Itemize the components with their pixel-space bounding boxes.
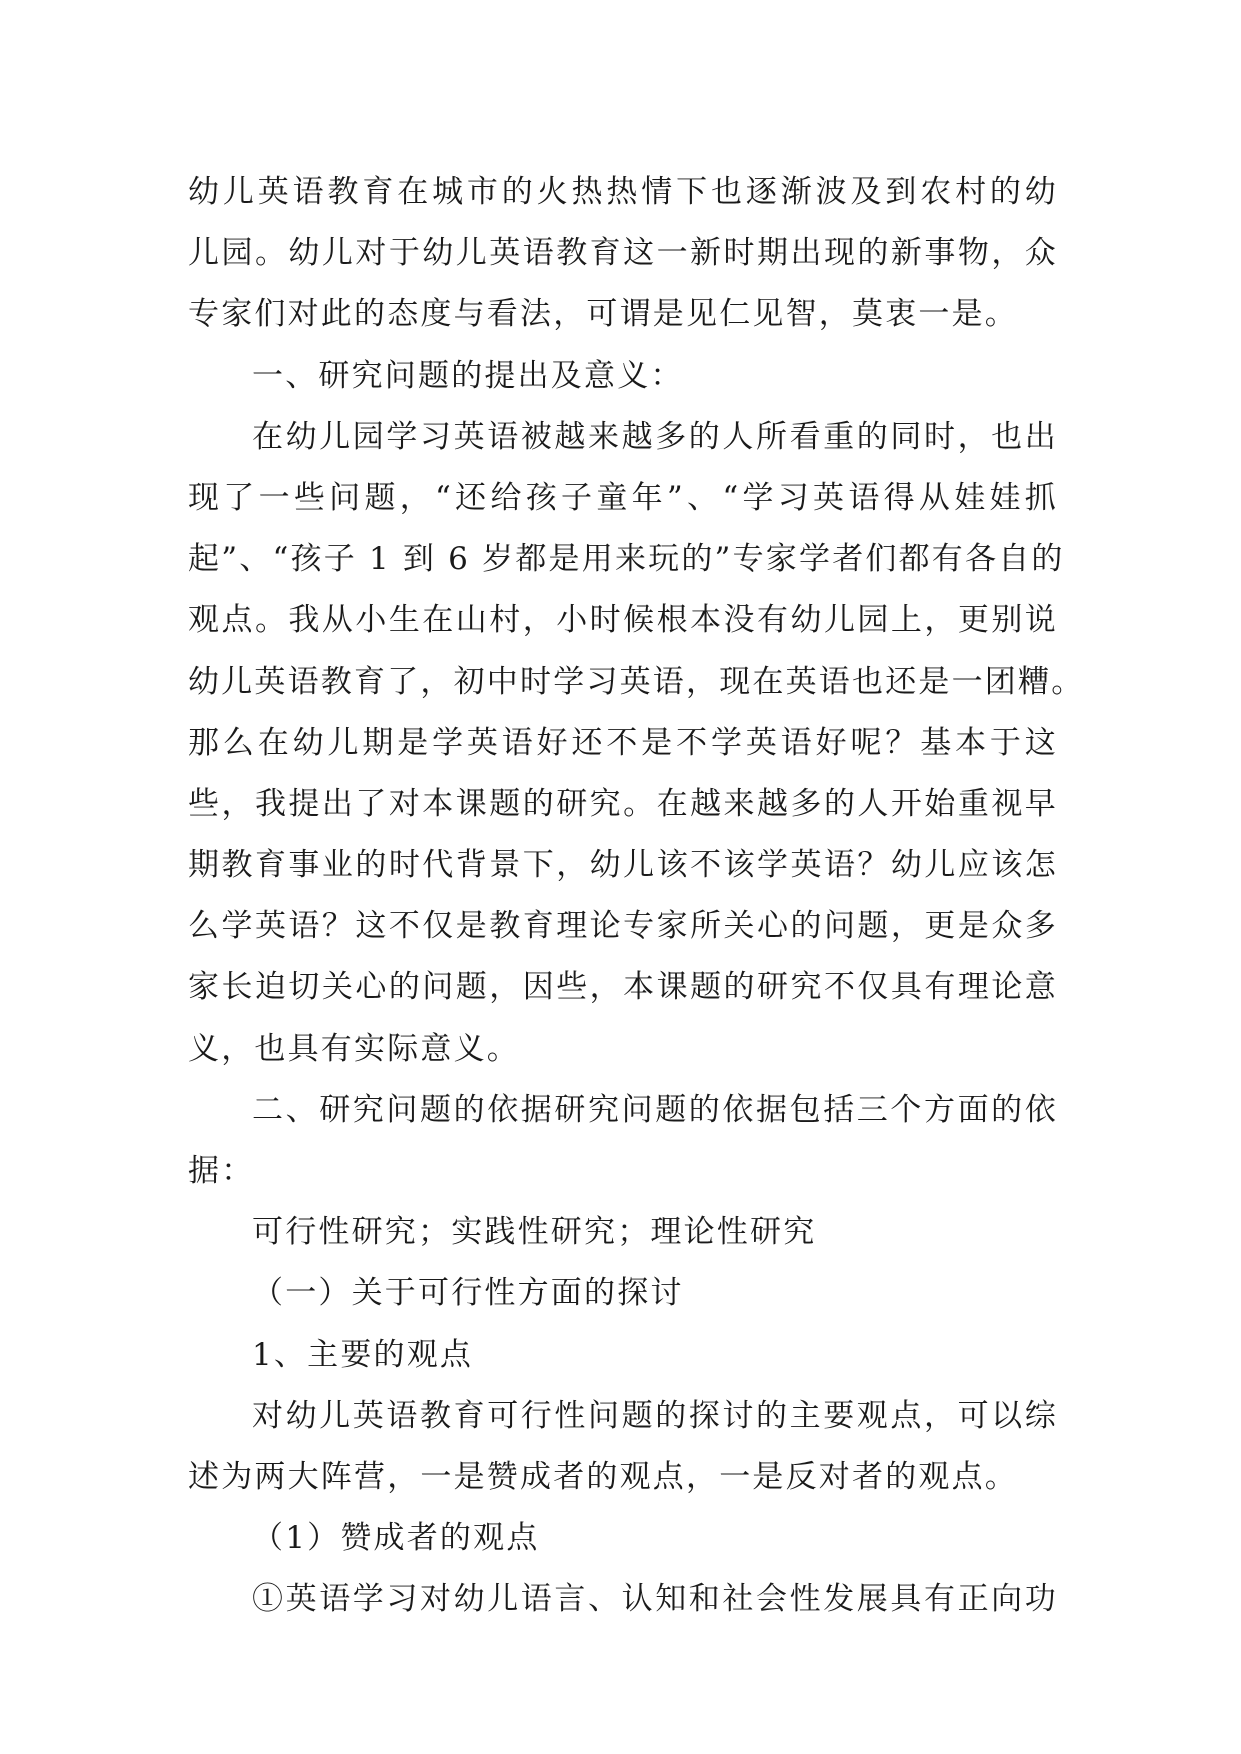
text-line: 么学英语？这不仅是教育理论专家所关心的问题，更是众多 bbox=[188, 908, 1058, 945]
section-heading: 一、研究问题的提出及意义： bbox=[252, 357, 684, 394]
body-text bbox=[188, 162, 1085, 1631]
section-heading: 二、研究问题的依据研究问题的依据包括三个方面的依 bbox=[252, 1091, 1058, 1128]
text-line: 那么在幼儿期是学英语好还不是不学英语好呢？基本于这 bbox=[188, 724, 1058, 761]
subsection-heading: （1）赞成者的观点 bbox=[252, 1520, 540, 1557]
text-line: 些，我提出了对本课题的研究。在越来越多的人开始重视早 bbox=[188, 785, 1058, 822]
text-line: 据： bbox=[188, 1153, 255, 1189]
text-line: ①英语学习对幼儿语言、认知和社会性发展具有正向功 bbox=[252, 1581, 1058, 1618]
text-line: 述为两大阵营，一是赞成者的观点，一是反对者的观点。 bbox=[188, 1458, 1018, 1495]
text-line: 专家们对此的态度与看法，可谓是见仁见智，莫衷一是。 bbox=[188, 296, 1018, 333]
text-line: 幼儿英语教育在城市的火热热情下也逐渐波及到农村的幼 bbox=[188, 174, 1058, 210]
text-line: 可行性研究；实践性研究；理论性研究 bbox=[252, 1214, 817, 1251]
text-line: 儿园。幼儿对于幼儿英语教育这一新时期出现的新事物，众 bbox=[188, 235, 1058, 272]
text-line: 期教育事业的时代背景下，幼儿该不该学英语？幼儿应该怎 bbox=[188, 847, 1058, 884]
text-line: 起”、“孩子 1 到 6 岁都是用来玩的”专家学者们都有各自的 bbox=[188, 541, 1065, 578]
subsection-heading: （一）关于可行性方面的探讨 bbox=[252, 1275, 684, 1312]
text-line: 对幼儿英语教育可行性问题的探讨的主要观点，可以综 bbox=[252, 1397, 1058, 1434]
text-line: 义，也具有实际意义。 bbox=[188, 1030, 520, 1067]
text-line: 家长迫切关心的问题，因些，本课题的研究不仅具有理论意 bbox=[188, 969, 1058, 1006]
text-line: 现了一些问题，“还给孩子童年”、“学习英语得从娃娃抓 bbox=[188, 479, 1058, 516]
text-line: 观点。我从小生在山村，小时候根本没有幼儿园上，更别说 bbox=[188, 602, 1058, 639]
text-line: 幼儿英语教育了，初中时学习英语，现在英语也还是一团糟。 bbox=[188, 663, 1085, 700]
text-line: 在幼儿园学习英语被越来越多的人所看重的同时，也出 bbox=[252, 418, 1058, 455]
subsection-heading: 1、主要的观点 bbox=[252, 1336, 474, 1373]
